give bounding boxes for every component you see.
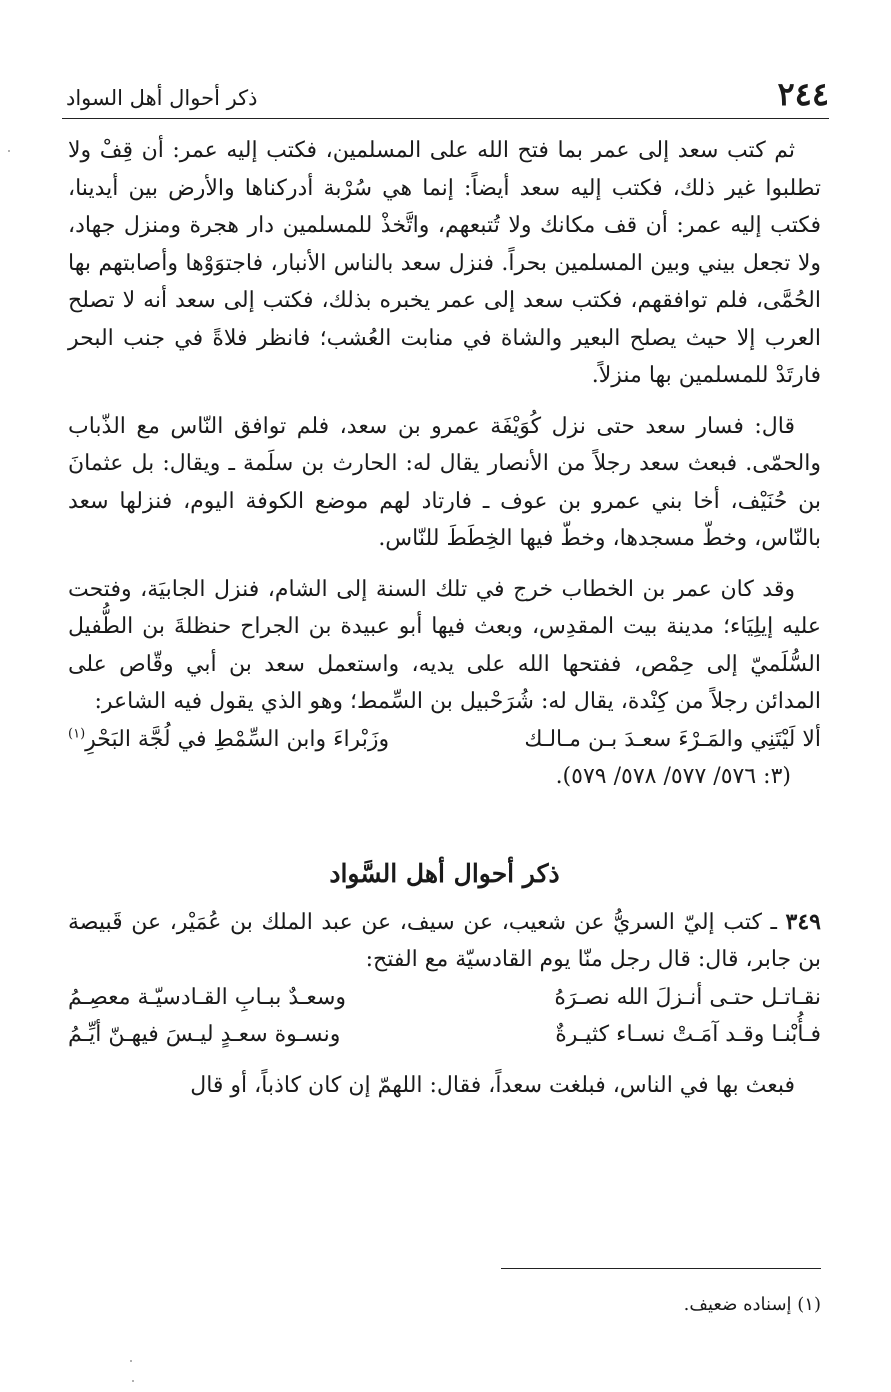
verse-1-first-hemistich: نقـاتـل حتـى أنـزلَ الله نصـرَهُ bbox=[554, 984, 821, 1010]
footnote-marker: (١) bbox=[797, 1294, 821, 1315]
verse-second-hemistich-text: وزَبْراءَ وابن السِّمْطِ في لُجَّة البَحْرِ bbox=[85, 726, 390, 752]
paragraph-1: ثم كتب سعد إلى عمر بما فتح الله على المسلمين، فكتب إليه عمر: أن قِفْ ولا تطلبوا غير ذلك، فكتب إليه سعد أيضاً: إنما هي سُرْبة أدركناها والأرض بين أيدينا، فكتب إليه عمر: أن قف مكانك ولا تُتبعهم، واتَّخذْ للمسلمين دار هجرة ومنزل جهاد، ولا تجعل بيني وبين المسلمين بحراً. فنزل سعد بالناس الأنبار، فاجتوَوْها وأصابتهم بها الحُمَّى، فلم توافقهم، فكتب سعد إلى عمر يخبره بذلك، فكتب إلى سعد أنه لا تصلح العرب إلا حيث يصلح البعير والشاة في منابت العُشب؛ فانظر فلاةً في جنب البحر فارتَدْ للمسلمين بها منزلاً. bbox=[68, 138, 821, 388]
verse-first-hemistich: ألا لَيْتَنِي والمَـرْءَ سعـدَ بـن مـالـك bbox=[524, 726, 821, 752]
page-number: ٢٤٤ bbox=[777, 75, 829, 113]
hadith-intro: ـ كتب إليّ السريُّ عن شعيب، عن سيف، عن عبد الملك بن عُمَيْر، عن قَبيصة بن جابر، قال: قال رجل منّا يوم القادسيّة مع الفتح: bbox=[68, 909, 821, 972]
scan-speck bbox=[8, 150, 10, 152]
paragraph-3: وقد كان عمر بن الخطاب خرج في تلك السنة إلى الشام، فنزل الجابيَة، وفتحت عليه إيلِيَاء؛ مدينة بيت المقدِس، وبعث فيها أبو عبيدة بن الجراح حنظلةَ بن الطُّفيل السُّلَميّ إلى حِمْص، ففتحها الله على يديه، واستعمل سعد بن أبي وقّاص على المدائن رجلاً من كِنْدة، يقال له: شُرَحْبيل بن السِّمط؛ وهو الذي يقول فيه الشاعر: bbox=[68, 576, 821, 714]
poem-verse-2 bbox=[68, 1016, 821, 1054]
running-title: ذكر أحوال أهل السواد bbox=[66, 86, 258, 110]
footnote-divider bbox=[501, 1268, 821, 1269]
final-paragraph: فبعث بها في الناس، فبلغت سعداً، فقال: اللهمّ إن كان كاذباً، أو قال bbox=[190, 1072, 795, 1098]
source-citation: (٣: ٥٧٦/ ٥٧٧/ ٥٧٨/ ٥٧٩). bbox=[555, 764, 791, 789]
section-title: ذكر أحوال أهل السَّواد bbox=[329, 858, 560, 888]
verse-1-second-hemistich: وسعـدٌ ببـابِ القـادسيّـة معصِـمُ bbox=[68, 984, 347, 1010]
scan-speck bbox=[130, 1360, 132, 1362]
footnote-text: إسناده ضعيف. bbox=[683, 1294, 792, 1315]
page-body bbox=[68, 132, 821, 1117]
poem-verse-1 bbox=[68, 979, 821, 1017]
scan-speck bbox=[132, 1380, 134, 1382]
verse-second-hemistich bbox=[68, 721, 389, 759]
footnote bbox=[684, 1292, 821, 1318]
page-header bbox=[62, 74, 829, 119]
hadith-number: ٣٤٩ bbox=[785, 908, 821, 935]
poem-verse bbox=[68, 721, 821, 759]
verse-2-second-hemistich: ونسـوة سعـدٍ ليـسَ فيهـنّ أيِّـمُ bbox=[68, 1022, 341, 1047]
hadith-paragraph bbox=[68, 904, 821, 979]
paragraph-2: قال: فسار سعد حتى نزل كُوَيْفَة عمرو بن سعد، فلم توافق النّاس مع الذّباب والحمّى. فبعث سعد رجلاً من الأنصار يقال له: الحارث بن سلَمة ـ ويقال: بل عثمانَ بن حُنَيْف، أخا بني عمرو بن عوف ـ فارتاد لهم موضع الكوفة اليوم، فنزلها سعد بالنّاس، وخطّ مسجدها، وخطّ فيها الخِطَطَ للنّاس. bbox=[68, 413, 821, 551]
verse-2-first-hemistich: فـأُبْنـا وقـد آمَـتْ نسـاء كثيـرةٌ bbox=[555, 1022, 821, 1047]
footnote-reference: (١) bbox=[68, 726, 86, 742]
